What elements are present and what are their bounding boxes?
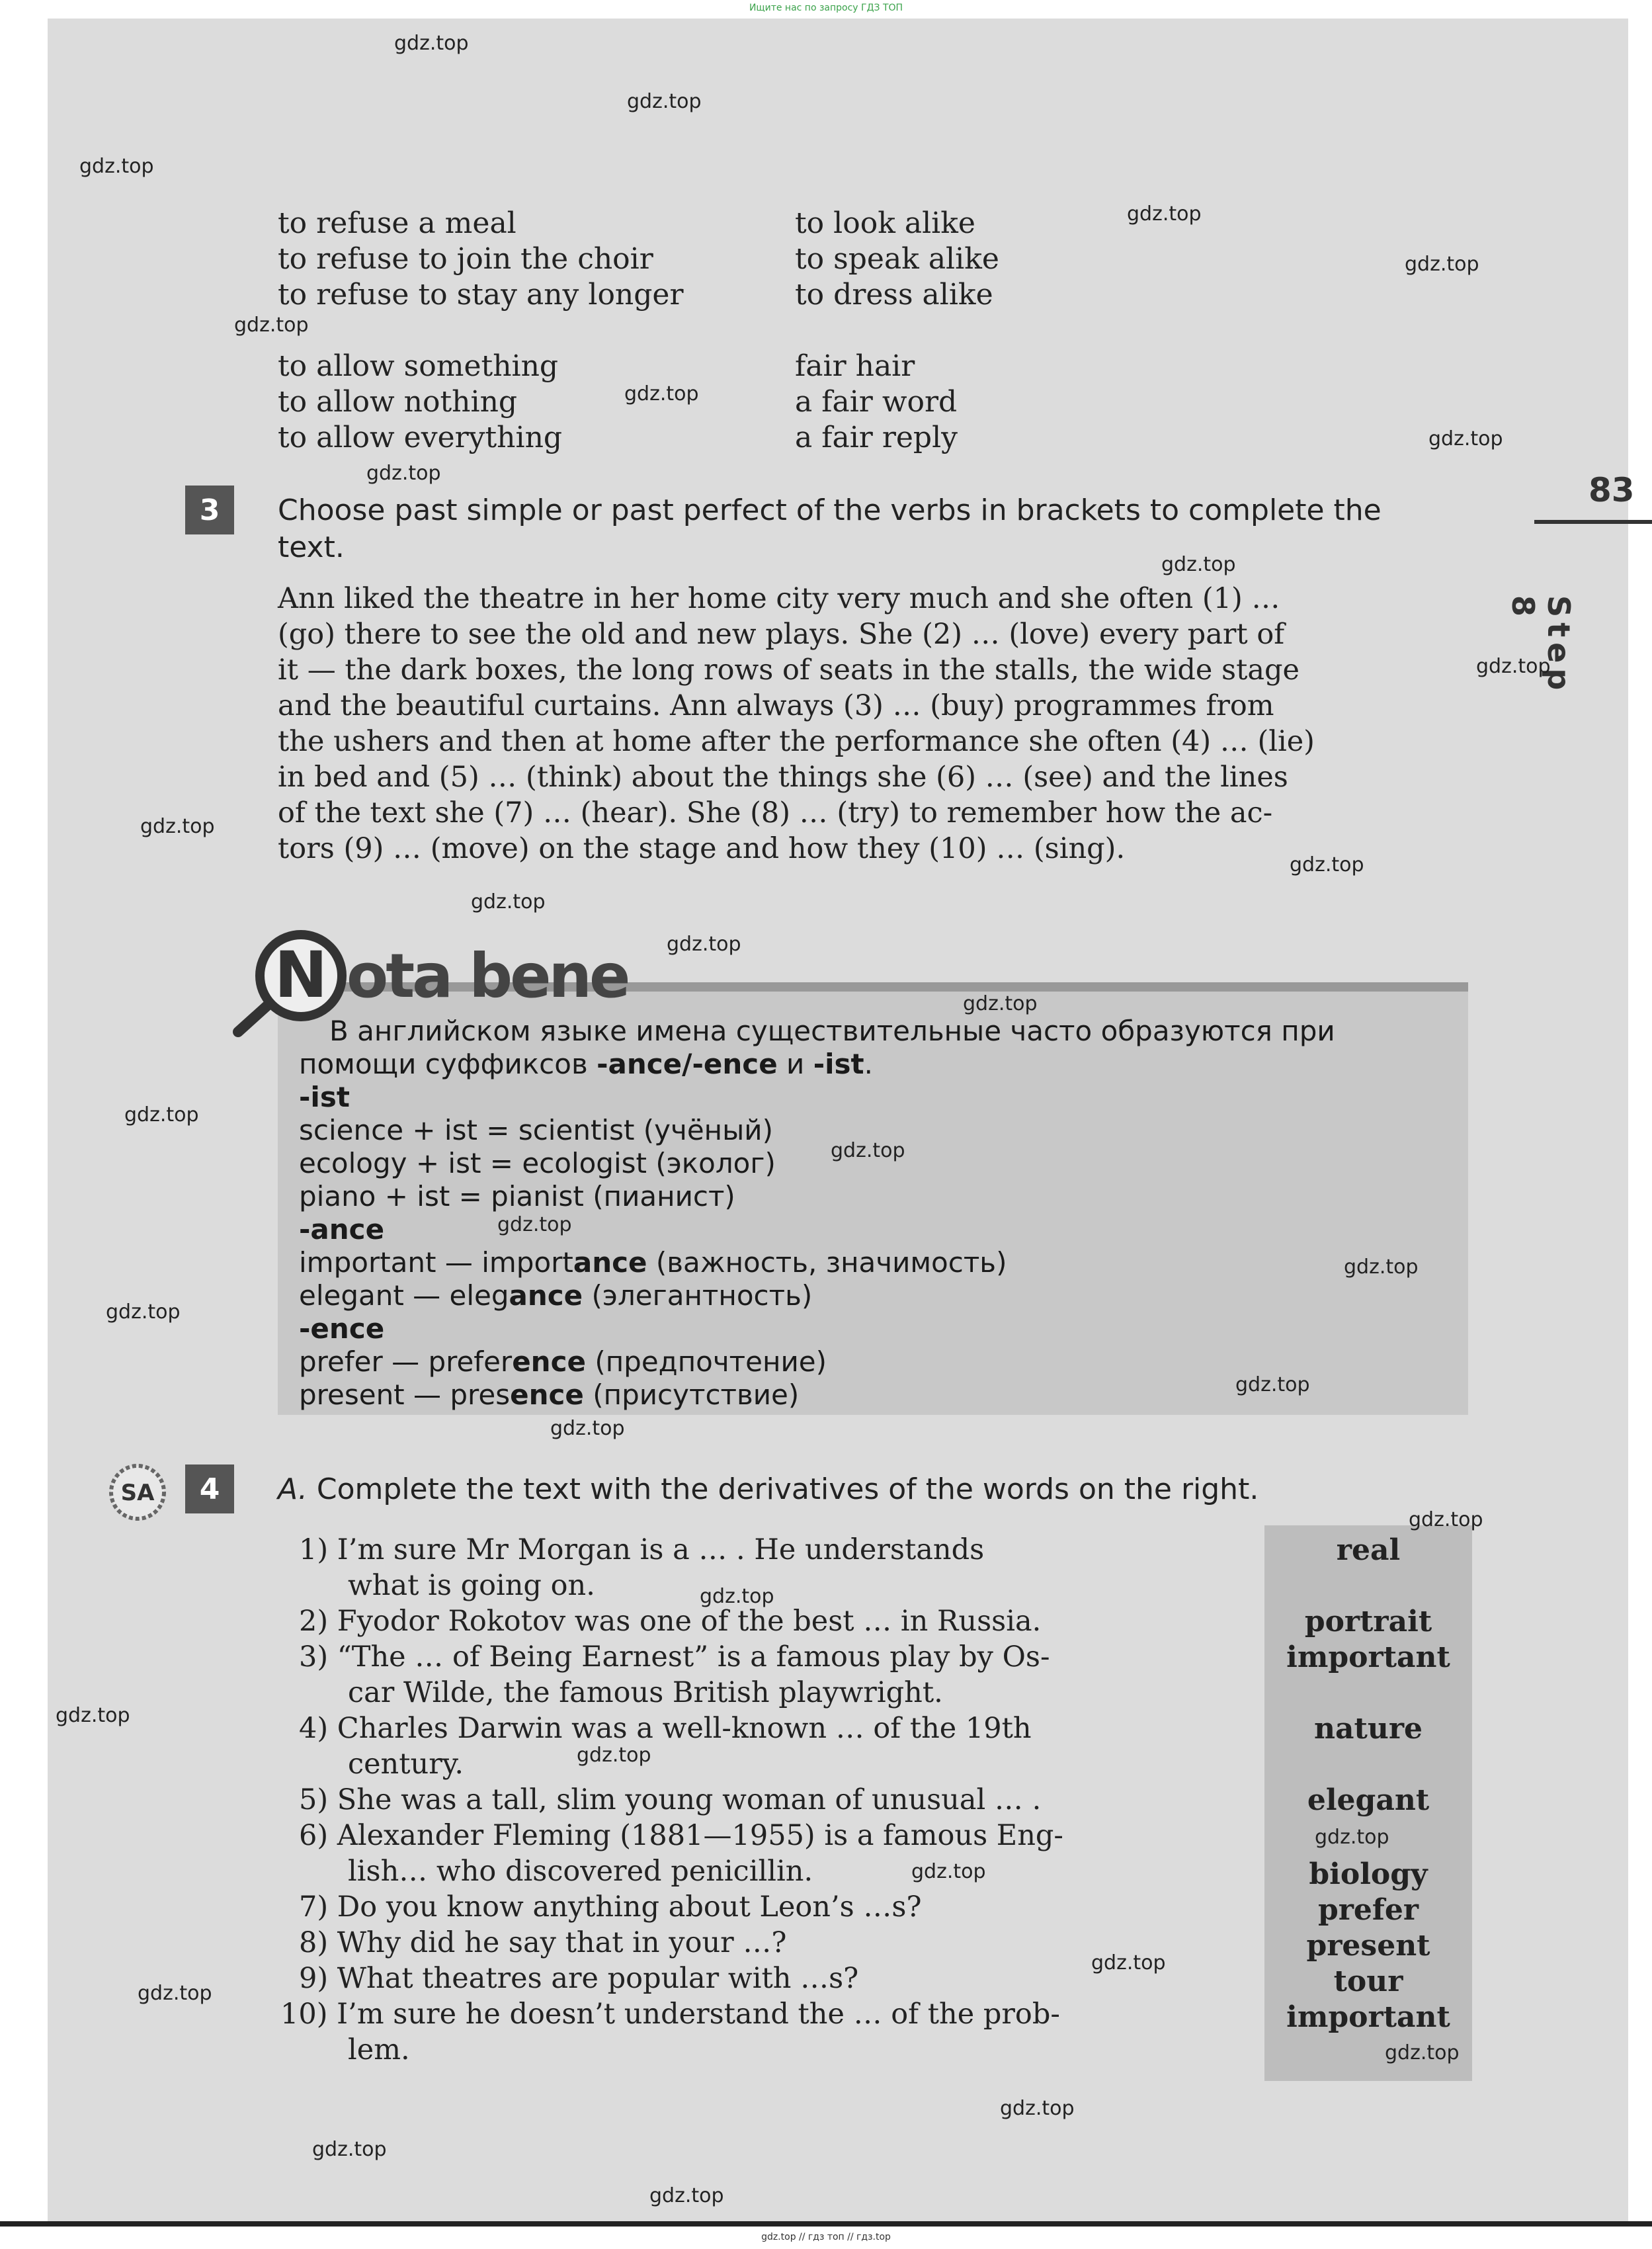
item-line: lish… who discovered penicillin. [348,1855,813,1888]
svg-text:SA: SA [120,1480,155,1506]
nb-intro: В английском языке имена существительные часто образуются при [329,1015,1335,1047]
watermark: gdz.top [1091,1951,1166,1974]
phrase: a fair reply [795,421,958,454]
item-line: 10) I’m sure he doesn’t understand the … of the prob- [280,1998,1060,2031]
watermark: gdz.top [963,992,1038,1015]
text-line: (go) there to see the old and new plays. She (2) … (love) every part of [278,618,1285,651]
phrase: to dress alike [795,278,993,312]
item-line: 4) Charles Darwin was a well-known … of the 19th [299,1712,1032,1745]
watermark: gdz.top [700,1585,774,1608]
bottom-rule [0,2221,1652,2227]
watermark: gdz.top [56,1704,130,1727]
root-word: tour [1333,1965,1403,1998]
phrase: to allow something [278,349,559,383]
watermark: gdz.top [1409,1508,1483,1531]
text-line: it — the dark boxes, the long rows of seats in the stalls, the wide stage [278,654,1300,687]
watermark: gdz.top [1235,1373,1310,1396]
root-word: prefer [1317,1893,1419,1927]
item-line: 9) What theatres are popular with …s? [299,1962,859,1995]
nb-example: ecology + ist = ecologist (эколог) [299,1147,776,1179]
phrase: to allow everything [278,421,563,454]
watermark: gdz.top [831,1139,905,1162]
text-line: and the beautiful curtains. Ann always (3) … (buy) programmes from [278,689,1274,722]
watermark: gdz.top [234,314,309,337]
nb-example: science + ist = scientist (учёный) [299,1114,773,1146]
exercise-instruction: text. [278,530,345,564]
watermark: gdz.top [394,32,469,55]
item-line: 3) “The … of Being Earnest” is a famous play by Os- [299,1640,1050,1674]
text-line: of the text she (7) … (hear). She (8) … (try) to remember how the ac- [278,796,1273,829]
nb-example: prefer — preference (предпочтение) [299,1345,827,1378]
root-word: important [1286,2000,1450,2034]
watermark: gdz.top [79,155,154,178]
watermark: gdz.top [667,933,741,956]
watermark: gdz.top [624,382,699,405]
phrase: to refuse a meal [278,206,516,240]
root-word: nature [1314,1712,1423,1746]
root-word: elegant [1307,1783,1430,1817]
watermark: gdz.top [1161,553,1236,576]
item-line: century. [348,1748,464,1781]
watermark: gdz.top [1428,427,1503,450]
phrase: to look alike [795,206,975,240]
derivative-words-column [1264,1525,1472,2081]
watermark: gdz.top [649,2184,724,2207]
phrase: to speak alike [795,242,999,276]
text-line: Ann liked the theatre in her home city very much and she often (1) … [278,582,1280,615]
watermark: gdz.top [1405,253,1479,276]
step-label: Step 8 [1505,595,1577,696]
item-line: car Wilde, the famous British playwright. [348,1676,943,1709]
watermark: gdz.top [140,815,215,838]
phrase: fair hair [795,349,915,383]
watermark: gdz.top [138,1982,212,2005]
exercise-number: 3 [185,486,234,534]
watermark: gdz.top [1000,2097,1075,2120]
watermark: gdz.top [124,1103,199,1126]
item-line: 2) Fyodor Rokotov was one of the best … in Russia. [299,1605,1042,1638]
text-line: the ushers and then at home after the performance she often (4) … (lie) [278,725,1315,758]
watermark: gdz.top [1385,2041,1460,2064]
root-word: biology [1309,1857,1428,1891]
watermark: gdz.top [471,890,546,913]
nb-example: present — presence (присутствие) [299,1379,800,1411]
watermark: gdz.top [1344,1255,1419,1279]
exercise-number: 4 [185,1464,234,1513]
svg-text:N: N [274,938,328,1012]
watermark: gdz.top [550,1417,625,1440]
watermark: gdz.top [312,2138,387,2161]
nb-heading: -ist [299,1081,350,1113]
watermark: gdz.top [366,462,441,485]
phrase: a fair word [795,385,958,419]
nb-example: elegant — elegance (элегантность) [299,1279,813,1312]
item-line: 6) Alexander Fleming (1881—1955) is a famous Eng- [299,1819,1063,1852]
text-line: tors (9) … (move) on the stage and how they (10) … (sing). [278,832,1126,865]
watermark: gdz.top [577,1744,651,1767]
watermark: gdz.top [106,1300,181,1324]
item-line: 7) Do you know anything about Leon’s …s? [299,1890,922,1924]
watermark: gdz.top [1290,853,1364,876]
exercise-instruction: Choose past simple or past perfect of the verbs in brackets to complete the [278,493,1382,527]
phrase: to refuse to join the choir [278,242,653,276]
svg-text:ota bene: ota bene [347,941,628,1011]
watermark: gdz.top [1476,655,1551,678]
nb-example: piano + ist = pianist (пианист) [299,1180,735,1212]
item-line: lem. [348,2033,410,2066]
nb-example: important — importance (важность, значимость) [299,1246,1007,1279]
root-word: real [1336,1533,1401,1567]
bottom-note: gdz.top // гдз топ // гдз.top [761,2232,891,2242]
watermark: gdz.top [1315,1826,1389,1849]
page-number: 83 [1589,471,1635,509]
item-line: 8) Why did he say that in your …? [299,1926,787,1959]
watermark: gdz.top [911,1860,986,1883]
tab-rule [1534,520,1652,524]
text-line: in bed and (5) … (think) about the things she (6) … (see) and the lines [278,761,1288,794]
item-line: 1) I’m sure Mr Morgan is a … . He understands [299,1533,985,1566]
item-line: what is going on. [348,1569,595,1602]
watermark: gdz.top [627,90,702,113]
exercise-instruction: A. Complete the text with the derivatives of the words on the right. [278,1472,1259,1506]
item-line: 5) She was a tall, slim young woman of unusual … . [299,1783,1042,1816]
nb-intro: помощи суффиксов -ance/-ence и -ist. [299,1048,873,1080]
phrase: to allow nothing [278,385,518,419]
root-word: portrait [1304,1605,1432,1638]
nb-heading: -ence [299,1312,385,1345]
watermark: gdz.top [1127,202,1202,226]
nb-heading: -ance [299,1213,385,1246]
root-word: important [1286,1640,1450,1674]
self-assessment-icon [106,1461,169,1524]
phrase: to refuse to stay any longer [278,278,684,312]
top-note: Ищите нас по запросу ГДЗ ТОП [749,3,903,13]
root-word: present [1306,1929,1430,1963]
watermark: gdz.top [497,1213,572,1236]
